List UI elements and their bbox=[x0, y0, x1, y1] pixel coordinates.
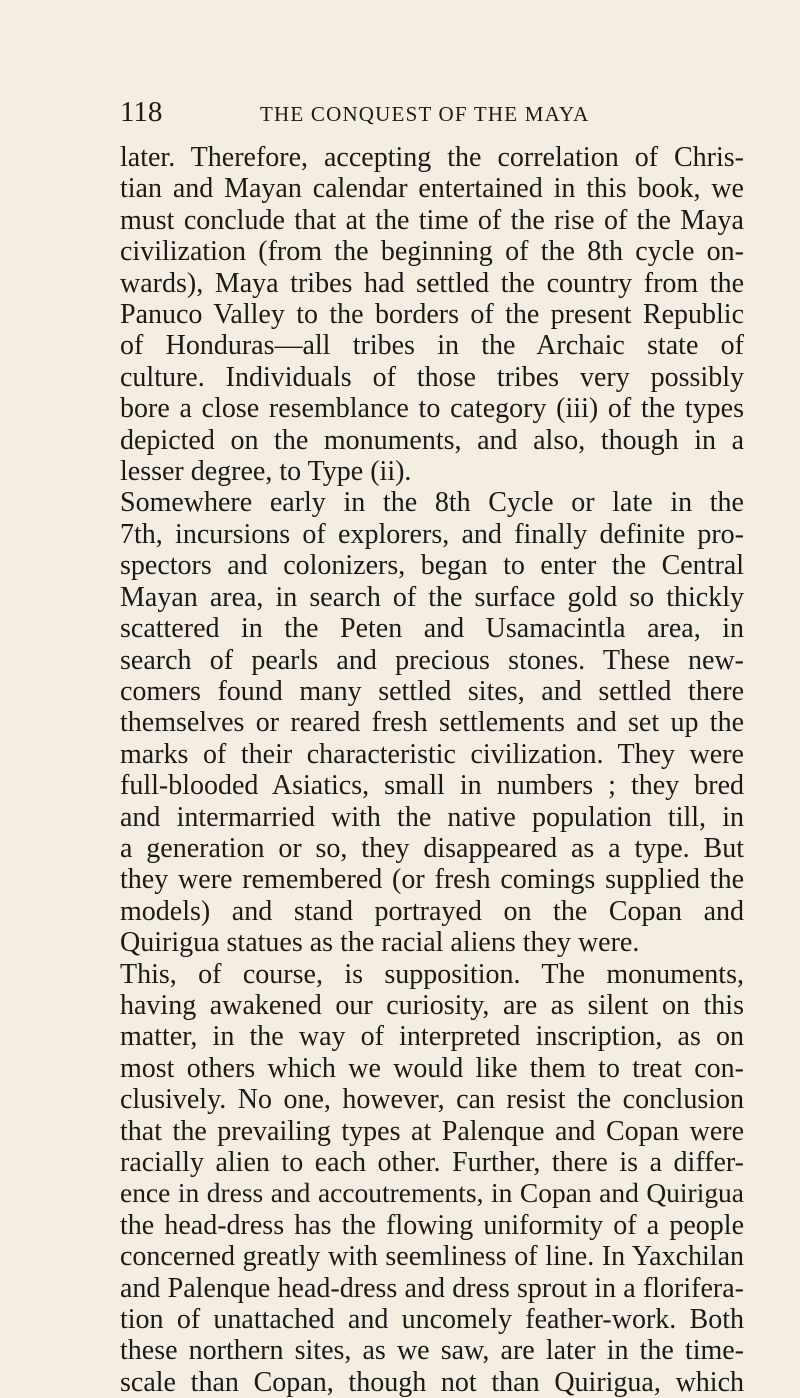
text-line: a generation or so, they disappeared as a type. But bbox=[120, 832, 744, 864]
text-line: most others which we would like them to treat con- bbox=[120, 1052, 744, 1084]
text-line: they were remembered (or fresh comings supplied the bbox=[120, 864, 744, 896]
text-line: having awakened our curiosity, are as silent on this bbox=[120, 989, 744, 1021]
text-line: search of pearls and precious stones. These new- bbox=[120, 644, 744, 676]
text-line: and intermarried with the native population till, in bbox=[120, 801, 744, 833]
text-line: Somewhere early in the 8th Cycle or late in the bbox=[120, 487, 744, 519]
text-line: 7th, incursions of explorers, and finally definite pro- bbox=[120, 518, 744, 550]
text-line: later. Therefore, accepting the correlation of Chris- bbox=[120, 142, 744, 173]
text-line: marks of their characteristic civilization. They were bbox=[120, 738, 744, 770]
text-line: culture. Individuals of those tribes very possibly bbox=[120, 361, 744, 393]
text-line: lesser degree, to Type (ii). bbox=[120, 456, 412, 488]
text-line: racially alien to each other. Further, there is a differ- bbox=[120, 1147, 744, 1178]
text-line: Panuco Valley to the borders of the present Republic bbox=[120, 299, 744, 331]
text-line: This, of course, is supposition. The monuments, bbox=[120, 958, 744, 990]
text-line: themselves or reared fresh settlements and set up the bbox=[120, 707, 744, 739]
running-head: THE CONQUEST OF THE MAYA bbox=[260, 102, 590, 126]
page-header bbox=[120, 96, 740, 136]
text-line: matter, in the way of interpreted inscription, as on bbox=[120, 1021, 744, 1053]
text-line: and Palenque head-dress and dress sprout in a florifera- bbox=[120, 1272, 744, 1304]
text-line: concerned greatly with seemliness of line. In Yaxchilan bbox=[120, 1241, 744, 1273]
text-line: clusively. No one, however, can resist the conclusion bbox=[120, 1084, 744, 1116]
page-number: 118 bbox=[120, 96, 163, 128]
text-line: of Honduras—all tribes in the Archaic state of bbox=[120, 330, 744, 362]
text-line: scattered in the Peten and Usamacintla area, in bbox=[120, 613, 744, 645]
text-line: full-blooded Asiatics, small in numbers ; they bred bbox=[120, 770, 744, 802]
text-line: spectors and colonizers, began to enter the Central bbox=[120, 550, 744, 582]
text-line: depicted on the monuments, and also, though in a bbox=[120, 424, 744, 456]
text-line: Quirigua statues as the racial aliens they were. bbox=[120, 927, 640, 959]
text-line: scale than Copan, though not than Quirigua, which bbox=[120, 1366, 744, 1398]
text-line: tian and Mayan calendar entertained in this book, we bbox=[120, 173, 744, 205]
text-line: the head-dress has the flowing uniformity of a people bbox=[120, 1209, 744, 1241]
text-line: tion of unattached and uncomely feather-work. Both bbox=[120, 1304, 744, 1336]
text-line: that the prevailing types at Palenque and Copan were bbox=[120, 1115, 744, 1147]
text-line: comers found many settled sites, and settled there bbox=[120, 675, 744, 707]
text-line: wards), Maya tribes had settled the country from the bbox=[120, 267, 744, 299]
body-text bbox=[120, 142, 744, 1398]
text-line: must conclude that at the time of the rise of the Maya bbox=[120, 204, 744, 236]
text-line: models) and stand portrayed on the Copan and bbox=[120, 895, 744, 927]
text-line: civilization (from the beginning of the 8th cycle on- bbox=[120, 236, 744, 268]
text-line: these northern sites, as we saw, are later in the time- bbox=[120, 1335, 744, 1367]
text-line: bore a close resemblance to category (iii) of the types bbox=[120, 393, 744, 425]
text-line: ence in dress and accoutrements, in Copan and Quirigua bbox=[120, 1178, 744, 1209]
text-line: Mayan area, in search of the surface gold so thickly bbox=[120, 581, 744, 613]
